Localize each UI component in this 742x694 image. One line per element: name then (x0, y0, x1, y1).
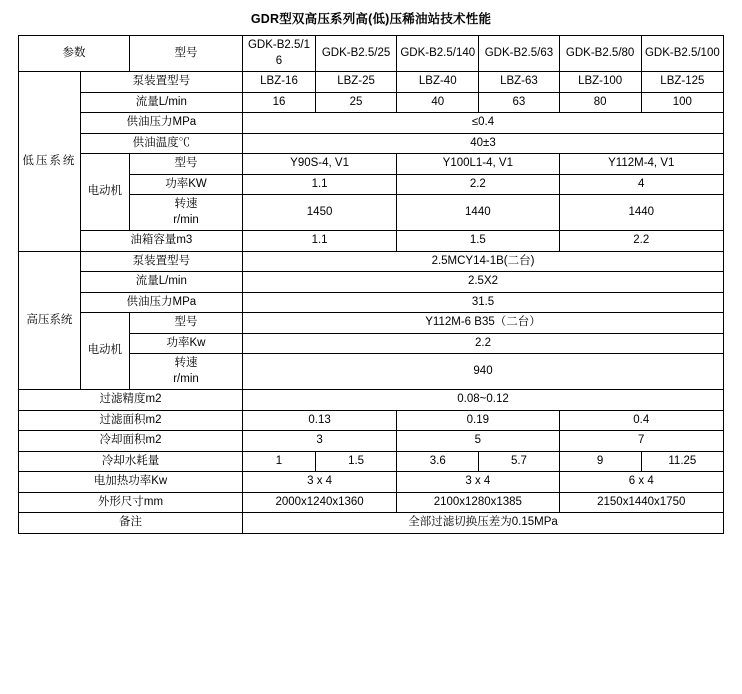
filter-precision-value: 0.08~0.12 (243, 390, 724, 411)
lp-flow-1: 16 (243, 92, 316, 113)
hp-motor-power-value: 2.2 (243, 333, 724, 354)
dimensions-3: 2150x1440x1750 (559, 492, 723, 513)
heating-power-1: 3 x 4 (243, 472, 397, 493)
row-remarks (19, 513, 724, 534)
lp-flow-2: 25 (315, 92, 396, 113)
label-filter-area: 过滤面积m2 (19, 410, 243, 431)
lp-flow-3: 40 (397, 92, 479, 113)
lp-pump-model-3: LBZ-40 (397, 72, 479, 93)
row-lp-oil-temp (19, 133, 724, 154)
header-model-4: GDK-B2.5/63 (479, 36, 559, 72)
hp-motor-model-value: Y112M-6 B35（二台） (243, 313, 724, 334)
lp-motor-model-2: Y100L1-4, V1 (397, 154, 559, 175)
lp-pump-model-5: LBZ-100 (559, 72, 641, 93)
header-model-6: GDK-B2.5/100 (641, 36, 723, 72)
dimensions-2: 2100x1280x1385 (397, 492, 559, 513)
lp-tank-1: 1.1 (243, 231, 397, 252)
row-lp-oil-pressure (19, 113, 724, 134)
label-hp-motor: 电动机 (80, 313, 129, 390)
cooling-area-3: 7 (559, 431, 723, 452)
section-label-high-pressure: 高压系统 (19, 251, 81, 390)
row-filter-precision (19, 390, 724, 411)
label-lp-motor-speed-text: 转速 (174, 198, 198, 211)
header-model-3: GDK-B2.5/140 (397, 36, 479, 72)
header-param-label: 参数 (19, 36, 130, 72)
label-hp-pump-model: 泵装置型号 (80, 251, 242, 272)
label-hp-motor-speed-unit: r/min (173, 372, 199, 385)
row-lp-flow (19, 92, 724, 113)
row-cooling-water (19, 451, 724, 472)
row-lp-motor-model (19, 154, 724, 175)
lp-pump-model-6: LBZ-125 (641, 72, 723, 93)
cooling-water-2: 1.5 (315, 451, 396, 472)
label-lp-motor-speed (129, 195, 242, 231)
section-label-low-pressure: 低压系统 (19, 72, 81, 252)
label-hp-motor-model: 型号 (129, 313, 242, 334)
filter-area-1: 0.13 (243, 410, 397, 431)
label-lp-oil-pressure: 供油压力MPa (80, 113, 242, 134)
filter-area-2: 0.19 (397, 410, 559, 431)
label-cooling-area: 冷却面积m2 (19, 431, 243, 452)
label-hp-motor-speed-text: 转速 (174, 357, 198, 370)
lp-tank-2: 1.5 (397, 231, 559, 252)
row-lp-tank (19, 231, 724, 252)
lp-motor-model-3: Y112M-4, V1 (559, 154, 723, 175)
lp-pump-model-2: LBZ-25 (315, 72, 396, 93)
label-cooling-water: 冷却水耗量 (19, 451, 243, 472)
lp-pump-model-4: LBZ-63 (479, 72, 559, 93)
cooling-area-2: 5 (397, 431, 559, 452)
label-hp-motor-power: 功率Kw (129, 333, 242, 354)
label-lp-pump-model: 泵装置型号 (80, 72, 242, 93)
row-lp-pump-model (19, 72, 724, 93)
row-filter-area (19, 410, 724, 431)
lp-motor-power-1: 1.1 (243, 174, 397, 195)
lp-flow-4: 63 (479, 92, 559, 113)
lp-oil-pressure-value: ≤0.4 (243, 113, 724, 134)
header-model-5: GDK-B2.5/80 (559, 36, 641, 72)
heating-power-3: 6 x 4 (559, 472, 723, 493)
lp-oil-temp-value: 40±3 (243, 133, 724, 154)
row-dimensions (19, 492, 724, 513)
lp-motor-power-3: 4 (559, 174, 723, 195)
remarks-value: 全部过滤切换压差为0.15MPa (243, 513, 724, 534)
label-heating-power: 电加热功率Kw (19, 472, 243, 493)
lp-motor-speed-2: 1440 (397, 195, 559, 231)
cooling-water-5: 9 (559, 451, 641, 472)
label-lp-motor: 电动机 (80, 154, 129, 231)
row-hp-motor-model (19, 313, 724, 334)
lp-tank-3: 2.2 (559, 231, 723, 252)
filter-area-3: 0.4 (559, 410, 723, 431)
label-lp-oil-temp: 供油温度℃ (80, 133, 242, 154)
heating-power-2: 3 x 4 (397, 472, 559, 493)
lp-pump-model-1: LBZ-16 (243, 72, 316, 93)
lp-flow-5: 80 (559, 92, 641, 113)
label-lp-motor-power: 功率KW (129, 174, 242, 195)
cooling-water-6: 11.25 (641, 451, 723, 472)
lp-motor-speed-3: 1440 (559, 195, 723, 231)
cooling-area-1: 3 (243, 431, 397, 452)
dimensions-1: 2000x1240x1360 (243, 492, 397, 513)
cooling-water-3: 3.6 (397, 451, 479, 472)
hp-motor-speed-value: 940 (243, 354, 724, 390)
hp-pump-model-value: 2.5MCY14-1B(二台) (243, 251, 724, 272)
spec-table (18, 35, 724, 534)
label-hp-flow: 流量L/min (80, 272, 242, 293)
label-dimensions: 外形尺寸mm (19, 492, 243, 513)
hp-oil-pressure-value: 31.5 (243, 292, 724, 313)
lp-motor-speed-1: 1450 (243, 195, 397, 231)
label-hp-motor-speed (129, 354, 242, 390)
label-remarks: 备注 (19, 513, 243, 534)
table-header-row (19, 36, 724, 72)
row-heating-power (19, 472, 724, 493)
label-lp-tank: 油箱容量m3 (80, 231, 242, 252)
label-lp-motor-model: 型号 (129, 154, 242, 175)
row-hp-pump-model (19, 251, 724, 272)
header-model-1: GDK-B2.5/16 (243, 36, 316, 72)
label-lp-flow: 流量L/min (80, 92, 242, 113)
lp-motor-model-1: Y90S-4, V1 (243, 154, 397, 175)
label-lp-motor-speed-unit: r/min (173, 213, 199, 226)
row-hp-flow (19, 272, 724, 293)
cooling-water-4: 5.7 (479, 451, 559, 472)
row-cooling-area (19, 431, 724, 452)
header-model-2: GDK-B2.5/25 (315, 36, 396, 72)
cooling-water-1: 1 (243, 451, 316, 472)
row-hp-oil-pressure (19, 292, 724, 313)
hp-flow-value: 2.5X2 (243, 272, 724, 293)
page-title: GDR型双高压系列高(低)压稀油站技术性能 (250, 12, 492, 26)
label-filter-precision: 过滤精度m2 (19, 390, 243, 411)
header-model-label: 型号 (129, 36, 242, 72)
lp-flow-6: 100 (641, 92, 723, 113)
lp-motor-power-2: 2.2 (397, 174, 559, 195)
label-hp-oil-pressure: 供油压力MPa (80, 292, 242, 313)
